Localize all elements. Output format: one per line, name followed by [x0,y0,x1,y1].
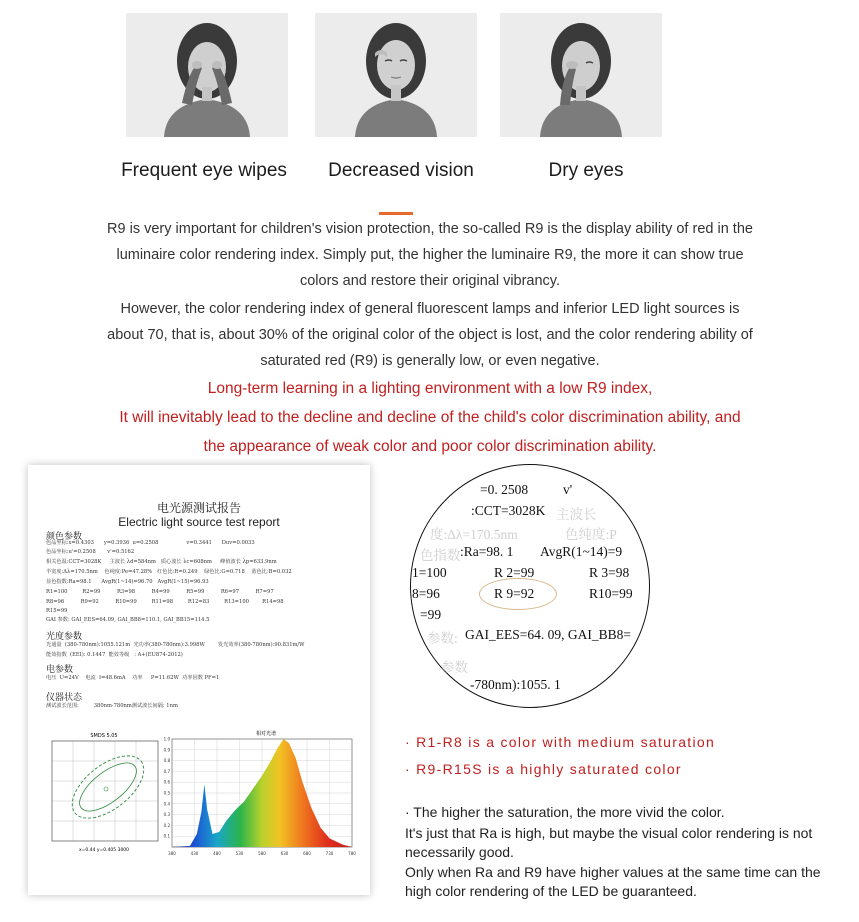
zoom-gai-label: 参数: [427,631,458,646]
relative-spectrum-chart [156,727,356,859]
report-color-line: 半宽度:Δλ=170.5nm 色纯度:Pe=47.28% 红色比:R=0.249 绿色比:G=0.718 蓝色比:B=0.032 [46,569,292,575]
zoom-cct: :CCT=3028K [471,503,546,518]
test-report-document [28,465,370,895]
intro-paragraph-2 [60,296,800,374]
spectrum-x-tick: 680 [303,851,311,856]
spectrum-y-tick: 0.5 [163,790,170,796]
report-photo-line: 光通量 (380-780nm):1055.121m 光功率(380-780nm):3.998W 发光效率(380-780nm):90.831m/W [46,642,305,648]
zoom-r3: R 3=98 [589,565,630,580]
zoom-gai: GAI_EES=64. 09, GAI_BB8= [465,627,631,642]
report-section-electrical: 电参数 [46,665,74,675]
zoom-r1: 1=100 [412,565,447,580]
intro-p1-line-2: luminaire color rendering index. Simply put, the higher the luminaire R9, the more it can show true [116,247,744,263]
report-inst-line: 测试波长范围: 380nm-780nm测试波长间隔: 1nm [46,703,178,709]
warning-line-3: the appearance of weak color and poor color discrimination ability. [203,438,657,455]
zoom-r10: R10=99 [589,586,633,601]
zoom-cri-label: 色指数 [420,548,461,563]
girl-squinting-image [315,13,477,137]
note-ra-and-r9: Only when Ra and R9 have higher values at the same time can the high color rendering of the LED be guaranteed. [405,864,821,899]
spectrum-y-tick: 0.6 [163,779,170,785]
spectrum-x-tick: 380 [168,851,176,856]
report-color-line: 相关色温:CCT=3028K 主波长 λd=584nm 质心波长 λc=608nm 峰值波长 λp=633.9nm [46,559,277,565]
report-section-color: 颜色参数 [46,532,83,542]
caption-dry-eyes: Dry eyes [548,160,624,181]
spectrum-y-tick: 0.4 [163,801,170,807]
report-photo-line: 能效指数 (EEI): 0.1447 能效等级 : A+(EU874-2012) [46,652,183,658]
chromaticity-chart [46,727,164,857]
warning-line-1: Long-term learning in a lighting environment with a low R9 index, [207,380,653,397]
photo-dry-eyes [500,13,662,137]
section-divider [379,212,413,215]
zoom-flux: -780nm):1055. 1 [470,677,561,692]
spectrum-y-tick: 1.0 [163,736,170,742]
zoom-r8: 8=96 [412,586,440,601]
spectrum-y-tick: 0.9 [163,747,170,753]
report-color-line: 色品坐标:u'=0.2508 v'=0.5162 [46,549,135,555]
intro-p2-line-3: saturated red (R9) is generally low, or even negative. [260,353,600,369]
zoom-u-value: =0. 2508 [480,482,529,497]
report-title-en: Electric light source test report [118,515,280,529]
intro-p2-line-1: However, the color rendering index of general fluorescent lamps and inferior LED light sources is [120,301,740,317]
spectrum-y-tick: 0.7 [163,768,170,774]
spectrum-y-tick: 0.1 [163,833,170,839]
report-color-line: R1=100 R2=99 R3=98 R4=99 R5=99 R6=97 R7=97 [46,589,274,595]
zoom-v-label: v' [563,482,573,497]
warning-line-2: It will inevitably lead to the decline and decline of the child's color discrimination ability, and [119,409,741,426]
spectrum-chart-title: 相对光谱 [255,731,277,737]
bullet-medium-saturation: · R1-R8 is a color with medium saturation [405,734,716,750]
report-color-line: 显色指数:Ra=98.1 AvgR(1~14)=96.70 AvgR(1~15)=96.93 [46,579,209,585]
spectrum-y-tick: 0.2 [163,822,170,828]
report-section-photometric: 光度参数 [46,632,83,642]
bullet-high-saturation: · R9-R15S is a highly saturated color [405,761,682,777]
photo-decreased-vision [315,13,477,137]
spectrum-y-tick: 0.8 [163,758,170,764]
intro-p1-line-3: colors and restore their original vibrancy. [299,273,561,289]
r9-highlight-ring [479,578,557,610]
spectrum-x-tick: 430 [190,851,199,856]
zoom-dominant-wavelength-label: 主波长 [556,507,597,522]
report-section-instrument: 仪器状态 [46,693,83,703]
spectrum-y-tick: 0.3 [163,812,170,818]
report-color-line: R8=96 R9=92 R10=99 R11=98 R12=83 R13=100 R14=98 [46,599,284,605]
photo-eye-wipes [126,13,288,137]
spectrum-x-tick: 780 [348,851,356,856]
intro-paragraph-1 [60,216,800,294]
spectrum-x-tick: 630 [280,851,289,856]
spectrum-x-tick: 730 [325,851,334,856]
chromaticity-chart-title: SMDS 5.05 [90,733,118,739]
warning-text [40,374,820,461]
report-elec-line: 电压 U=24V 电流 I=48.6mA 功率 P=11.62W 功率因数 PF=1 [46,675,220,681]
girl-rubbing-eyes-image [126,13,288,137]
report-color-line: 色品坐标:x=0.4303 y=0.3936 u=0.2508 v=0.3441 Duv=0.0033 [46,540,255,546]
report-color-line: GAI 参数: GAI_EES=64.09, GAI_BB8=110.1, GAI_BB15=114.5 [46,617,210,623]
zoom-r15: =99 [420,607,442,622]
report-title-cn: 电光源测试报告 [156,501,241,515]
zoom-purity-label: 色纯度:P [565,527,617,542]
chromaticity-chart-caption: x=0.44 y=0.405 3000 [78,848,130,853]
intro-p1-line-1: R9 is very important for children's vision protection, the so-called R9 is the display ability of red in the [107,221,753,237]
intro-p2-line-2: about 70, that is, about 30% of the original color of the object is lost, and the color rendering ability of [107,327,753,343]
caption-decreased-vision: Decreased vision [328,160,474,181]
zoom-half-width: 度:Δλ=170.5nm [430,527,518,542]
zoom-photometric-label: 参数 [441,660,468,675]
note-ra-high: It's just that Ra is high, but maybe the visual color rendering is not necessarily good. [405,825,813,860]
zoom-r9: R 9=92 [494,586,535,601]
caption-eye-wipes: Frequent eye wipes [121,160,287,181]
girl-rubbing-one-eye-image [500,13,662,137]
zoom-ra: :Ra=98. 1 [460,544,514,559]
spectrum-x-tick: 580 [258,851,266,856]
spectrum-x-tick: 480 [213,851,221,856]
note-saturation: · The higher the saturation, the more vivid the color. [405,804,725,820]
report-color-line: R15=99 [46,608,68,614]
spectrum-x-tick: 530 [235,851,244,856]
zoom-r2: R 2=99 [494,565,535,580]
zoom-avgr: AvgR(1~14)=9 [540,544,623,559]
